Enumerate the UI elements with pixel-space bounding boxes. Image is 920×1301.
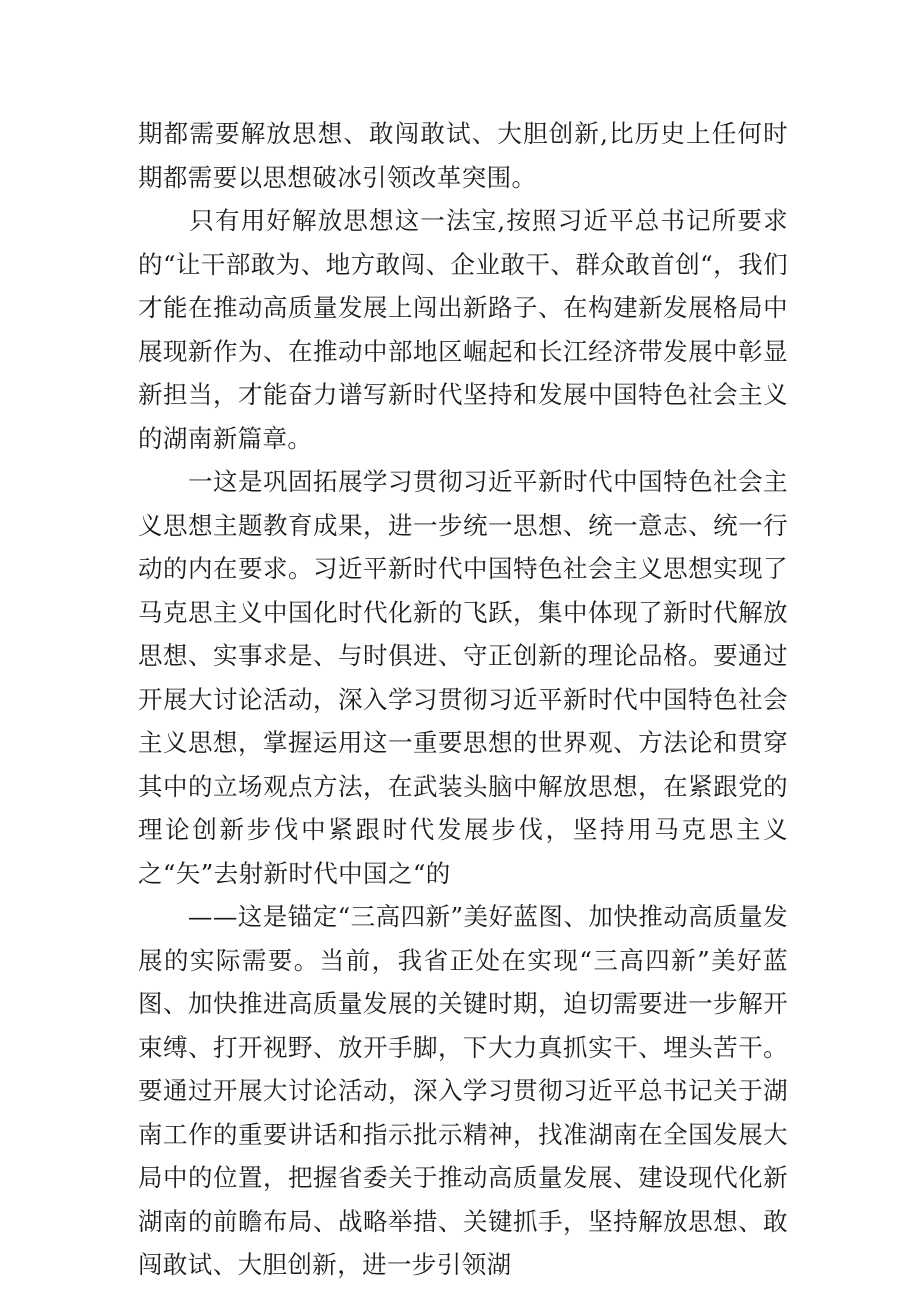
document-body: [138, 112, 788, 1287]
paragraph-4: ——这是锚定“三高四新”美好蓝图、加快推动高质量发展的实际需要。当前，我省正处在实现“三高四新”美好蓝图、加快推进高质量发展的关键时期，迫切需要进一步解开束缚、打开视野、放开手脚，下大力真抓实干、埋头苦干。要通过开展大讨论活动，深入学习贯彻习近平总书记关于湖南工作的重要讲话和指示批示精神，找准湖南在全国发展大局中的位置，把握省委关于推动高质量发展、建设现代化新湖南的前瞻布局、战略举措、关键抓手，坚持解放思想、敢闯敢试、大胆创新，进一步引领湖: [138, 902, 788, 1279]
paragraph-1: 期都需要解放思想、敢闯敢试、大胆创新,比历史上任何时期都需要以思想破冰引领改革突围。: [138, 119, 788, 192]
paragraph-2: 只有用好解放思想这一法宝,按照习近平总书记所要求的“让干部敢为、地方敢闯、企业敢干、群众敢首创“，我们才能在推动高质量发展上闯出新路子、在构建新发展格局中展现新作为、在推动中部地区崛起和长江经济带发展中彰显新担当，才能奋力谱写新时代坚持和发展中国特色社会主义的湖南新篇章。: [138, 206, 788, 453]
paragraph-3: 一这是巩固拓展学习贯彻习近平新时代中国特色社会主义思想主题教育成果，进一步统一思想、统一意志、统一行动的内在要求。习近平新时代中国特色社会主义思想实现了马克思主义中国化时代化新的飞跃，集中体现了新时代解放思想、实事求是、与时俱进、守正创新的理论品格。要通过开展大讨论活动，深入学习贯彻习近平新时代中国特色社会主义思想，掌握运用这一重要思想的世界观、方法论和贯穿其中的立场观点方法，在武装头脑中解放思想，在紧跟党的理论创新步伐中紧跟时代发展步伐，坚持用马克思主义之“矢”去射新时代中国之“的: [138, 467, 788, 888]
